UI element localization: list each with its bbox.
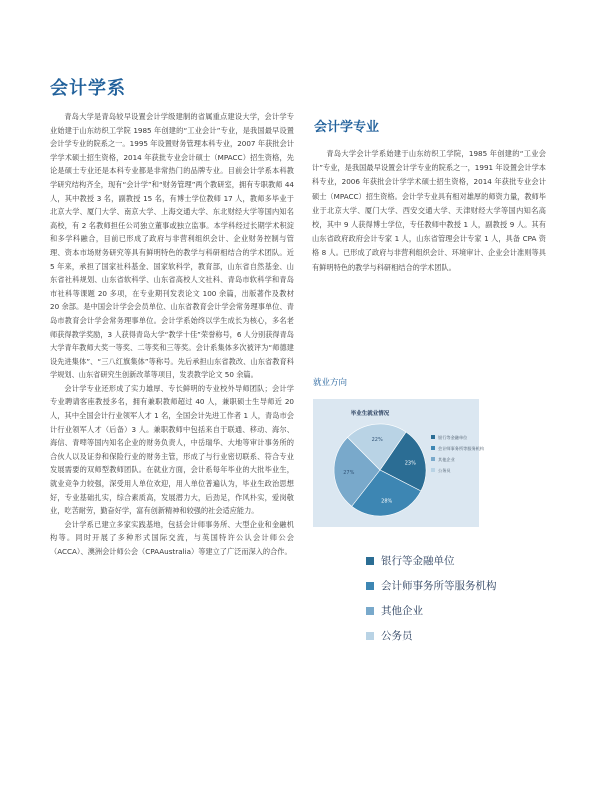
pie-data-label-2: 27% <box>343 469 355 476</box>
employment-pie-chart <box>313 399 485 527</box>
major-paragraph: 青岛大学会计学系始建于山东纺织工学院，1985 年创建的“工业会计”专业，是我国最早设置会计学专业的院系之一，1991 年设置会计学本科专业，2006 年获批会计学学术硕士招生资格，2014 年获批专业会计硕士（MPACC）招生资格。会计学专业具有相对雄厚的师资力量，教师毕业于北京大学、厦门大学、西安交通大学、天津财经大学等国内知名高校，其中 9 人获得博士学位，专任教师中教授 1 人，副教授 9 人。其有山东省政府政府会计专家 1 人，山东省管理会计专家 1 人，具备 CPA 资格 8 人。已形成了政府与非营利组织会计、环境审计、企业会计准则等具有鲜明特色的教学与科研相结合的学术团队。 <box>312 149 546 272</box>
employment-legend <box>366 548 566 648</box>
mini-legend-swatch-1 <box>431 446 435 450</box>
employment-section-label: 就业方向 <box>313 378 348 388</box>
intro-paragraph-2: 会计学专业还形成了实力雄厚、专长鲜明的专业校外导师团队；会计学专业聘请客座教授多名，拥有兼职教师超过 40 人，兼职硕士生导师近 20 人，其中全国会计行业领军人才 1 名，全国会计先进工作者 1 人，青岛市会计行业领军人才（后备）3 人。兼职教师中包括来自于联通、移动、海尔、海信、青啤等国内知名企业的财务负责人，中岳瑞华、大地等审计事务所的合伙人以及证券和保险行业的财务主管，形成了与行业密切联系、符合专业发展需要的双师型教师团队。在就业方面，会计系每年毕业的大批毕业生，就业竞争力较强，深受用人单位欢迎，用人单位普遍认为，毕业生政治思想好，专业基础扎实，综合素质高，发展潜力大，后劲足，作风朴实，爱岗敬业，吃苦耐劳，勤奋好学，富有创新精神和较强的社会适应能力。 <box>50 383 294 516</box>
mini-legend-label-2: 其他企业 <box>438 457 455 462</box>
mini-legend-swatch-0 <box>431 435 435 439</box>
mini-legend-swatch-3 <box>431 468 435 472</box>
legend-item-0 <box>366 548 566 573</box>
legend-label-0: 银行等金融单位 <box>381 555 455 567</box>
legend-swatch-0 <box>366 557 374 565</box>
legend-swatch-2 <box>366 607 374 615</box>
mini-legend-swatch-2 <box>431 457 435 461</box>
legend-item-3 <box>366 623 566 648</box>
legend-swatch-3 <box>366 632 374 640</box>
legend-label-2: 其他企业 <box>381 605 423 617</box>
major-heading: 会计学专业 <box>314 120 380 135</box>
legend-item-1 <box>366 573 566 598</box>
pie-svg <box>313 399 485 527</box>
intro-paragraph-1: 青岛大学是青岛较早设置会计学级建制的省属重点建设大学，会计学专业始建于山东纺织工学院 1985 年创建的“工业会计”专业，是我国最早设置会计学专业的院系之一。1995 年设置财务管理本科专业，2007 年获批会计学学术硕士招生资格，2014 年获批专业会计硕士（MPACC）招生资格，先论是硕士专业还是本科专业都是非常热门的品牌专业。目前会计学系本科教学研究结构齐全，现有“会计学”和“财务管理”两个教研室，拥有专职教师 44 人，其中教授 3 名，副教授 15 名，有博士学位教师 17 人，教师多毕业于北京大学、厦门大学、南京大学、上海交通大学、东北财经大学等国内知名高校，有 2 名教师担任公司独立董事或独立监事。本学科经过长期学术积淀和多学科融合，目前已形成了政府与非营利组织会计、企业财务控制与管理、资本市场财务研究等具有鲜明特色的教学与科研相结合的学术团队。近 5 年来，承担了国家社科基金、国家软科学，教育部，山东省自然基金、山东省社科规划、山东省软科学、山东省高校人文社科、青岛市软科学和青岛市社科等课题 20 多项，在专业期刊发表论文 100 余篇，出版著作及教材 20 余部。是中国会计学会会员单位、山东省教育会计学会常务理事单位、青岛市教育会计学会常务理事单位。会计学系始终以学生成长为核心，多名老师获得教学奖励，3 人获得青岛大学“教学十佳”荣誉称号，6 人分别获得青岛大学青年教师大奖一等奖、二等奖和三等奖。会计系集体多次被评为“师德建设先进集体”、“三八红旗集体”等称号。先后承担山东省教改、山东省教育科学规划、山东省研究生创新改革等项目，发表教学论文 50 余篇。 <box>50 112 294 380</box>
legend-item-2 <box>366 598 566 623</box>
chart-title: 毕业生就业情况 <box>350 411 390 417</box>
legend-label-3: 公务员 <box>381 630 413 642</box>
pie-data-label-1: 28% <box>381 498 393 505</box>
legend-label-1: 会计师事务所等服务机构 <box>381 580 497 592</box>
mini-legend-label-3: 公务员 <box>438 468 451 473</box>
page-title: 会计学系 <box>50 78 126 99</box>
legend-swatch-1 <box>366 582 374 590</box>
mini-legend-label-1: 会计师事务所等服务机构 <box>438 446 485 451</box>
department-intro <box>50 110 294 559</box>
mini-legend-label-0: 银行等金融单位 <box>438 435 468 440</box>
major-intro <box>312 147 546 275</box>
intro-paragraph-3: 会计学系已建立多家实践基地，包括会计师事务所、大型企业和金融机构等。同时开展了多种形式国际交流，与英国特许公认会计师公会（ACCA）、澳洲会计师公会（CPAAustralia）等建立了广泛而深入的合作。 <box>50 519 294 556</box>
pie-data-label-3: 22% <box>371 436 383 443</box>
pie-data-label-0: 23% <box>404 460 416 467</box>
